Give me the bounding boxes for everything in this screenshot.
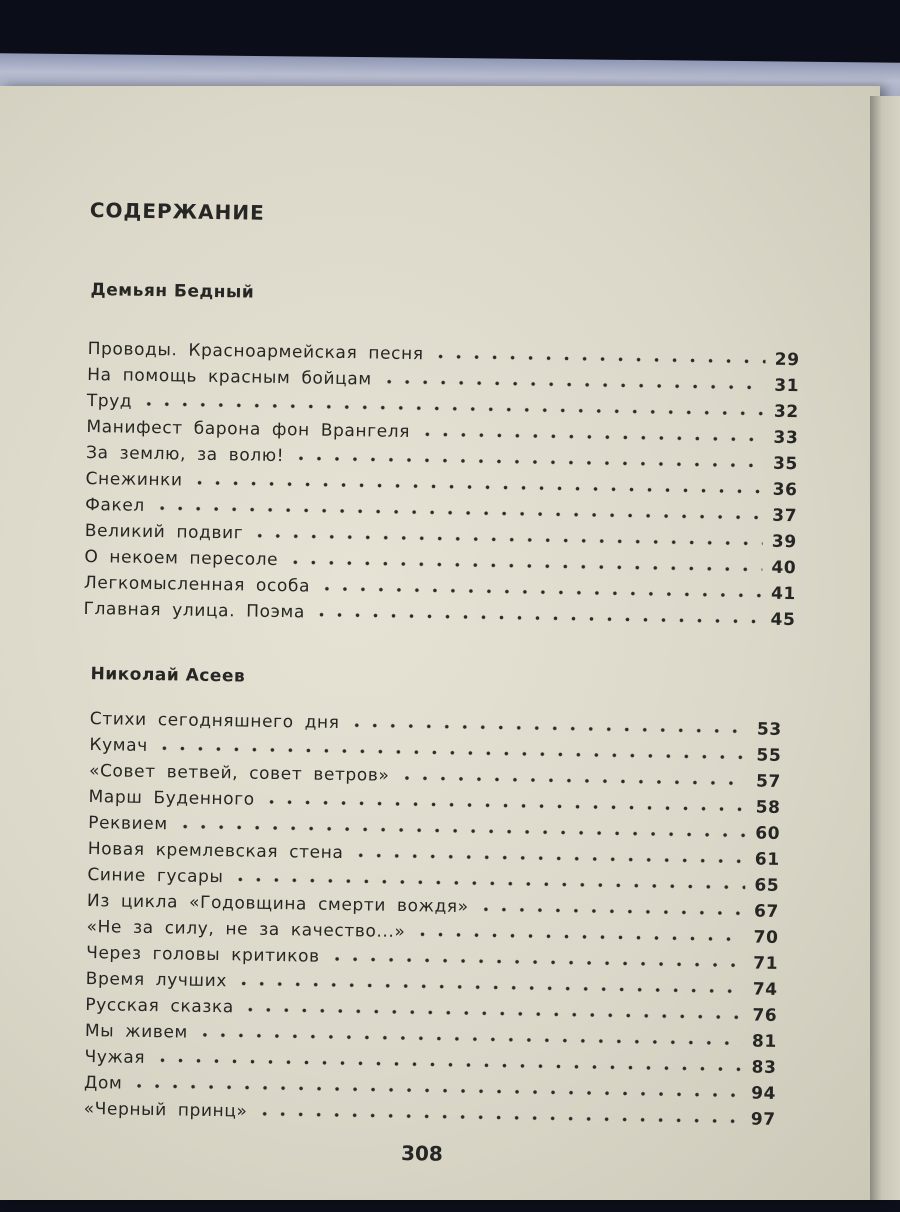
entry-page-number: 60 (755, 823, 781, 844)
entry-page-number: 57 (755, 771, 782, 792)
entry-page-number: 83 (751, 1057, 777, 1078)
author-heading: Демьян Бедный (90, 280, 255, 303)
page-number: 308 (400, 1141, 444, 1166)
toc-list (83, 338, 799, 635)
entry-page-number: 45 (770, 609, 796, 631)
entry-page-number: 81 (751, 1031, 778, 1052)
toc-list (83, 708, 781, 1135)
entry-title: Чужая (84, 1047, 146, 1068)
entry-title: Легкомысленная особа (83, 572, 311, 597)
entry-page-number: 67 (753, 901, 780, 922)
entry-title: О некоем пересоле (84, 546, 279, 570)
entry-page-number: 76 (752, 1005, 778, 1026)
entry-title: Великий подвиг (84, 520, 244, 544)
entry-title: «Не за силу, не за качество...» (86, 917, 406, 943)
entry-page-number: 41 (770, 583, 797, 605)
entry-page-number: 37 (772, 505, 798, 527)
entry-title: Труд (86, 390, 133, 412)
contents-heading: СОДЕРЖАНИЕ (89, 198, 265, 225)
entry-title: Проводы. Красноармейская песня (87, 338, 424, 365)
entry-title: Синие гусары (87, 865, 224, 888)
entry-title: Через головы критиков (86, 943, 320, 967)
entry-title: Стихи сегодняшнего дня (89, 709, 340, 733)
entry-title: Снежинки (85, 468, 183, 491)
entry-page-number: 94 (751, 1083, 777, 1104)
entry-title: За землю, за волю! (85, 442, 285, 467)
entry-page-number: 58 (755, 797, 781, 818)
entry-title: Из цикла «Годовщина смерти вождя» (86, 891, 469, 918)
entry-title: «Черный принц» (83, 1099, 248, 1122)
entry-title: Время лучших (85, 969, 228, 992)
entry-page-number: 35 (772, 453, 799, 475)
entry-title: Новая кремлевская стена (87, 839, 344, 864)
entry-page-number: 40 (771, 557, 797, 579)
entry-page-number: 36 (772, 479, 798, 501)
entry-page-number: 71 (753, 953, 779, 974)
entry-title: Дом (83, 1073, 123, 1094)
entry-page-number: 31 (774, 375, 800, 397)
entry-title: Мы живем (84, 1021, 189, 1043)
entry-title: На помощь красным бойцам (87, 364, 372, 390)
entry-page-number: 97 (750, 1109, 776, 1130)
entry-title: Кумач (89, 735, 149, 756)
entry-page-number: 29 (774, 349, 800, 371)
dot-leader (347, 712, 747, 734)
entry-title: «Совет ветвей, совет ветров» (88, 761, 390, 786)
entry-title: Главная улица. Поэма (83, 598, 306, 623)
dot-leader (477, 896, 745, 916)
entry-title: Реквием (88, 813, 168, 835)
entry-title: Манифест барона фон Врангеля (86, 416, 411, 443)
entry-title: Факел (85, 494, 146, 516)
entry-title: Русская сказка (85, 995, 234, 1018)
entry-page-number: 32 (773, 401, 799, 423)
entry-page-number: 61 (754, 849, 780, 870)
dot-leader (432, 343, 766, 364)
entry-title: Марш Буденного (88, 787, 255, 810)
author-heading: Николай Асеев (90, 664, 246, 687)
entry-page-number: 33 (773, 427, 799, 449)
entry-page-number: 55 (756, 745, 782, 766)
entry-page-number: 74 (752, 979, 778, 1000)
entry-page-number: 70 (753, 927, 779, 948)
entry-page-number: 65 (754, 875, 780, 896)
entry-page-number: 39 (771, 531, 797, 553)
entry-page-number: 53 (756, 719, 782, 740)
